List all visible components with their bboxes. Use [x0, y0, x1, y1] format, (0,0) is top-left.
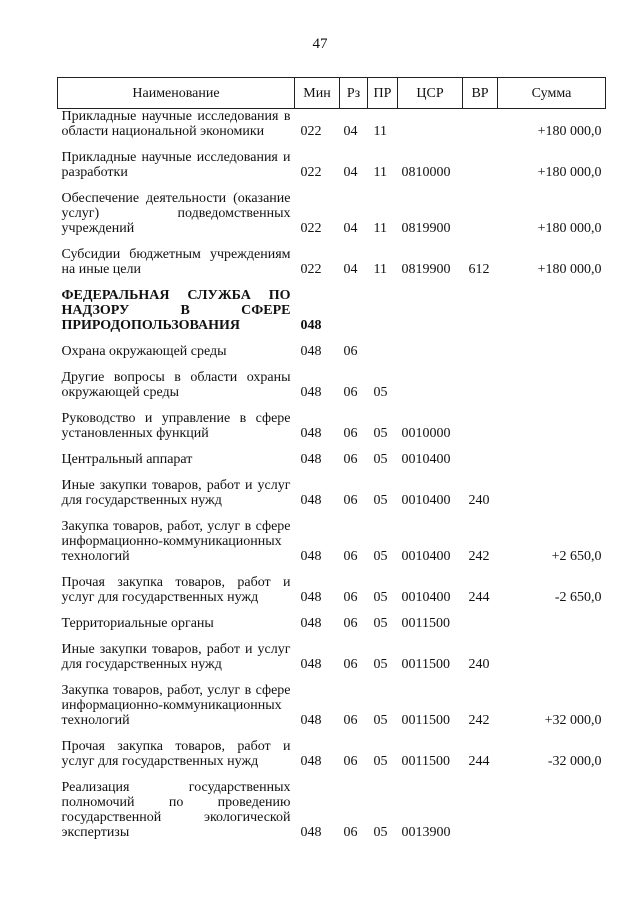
- cell-pr: 05: [373, 549, 388, 564]
- cell-csr: 0013900: [401, 825, 451, 840]
- cell-name: Прикладные научные исследования в области национальной экономики: [61, 109, 291, 139]
- cell-pr: 05: [373, 616, 388, 631]
- cell-name: Охрана окружающей среды: [61, 344, 227, 359]
- cell-pr: 05: [373, 713, 388, 728]
- cell-pr: 11: [373, 221, 387, 236]
- cell-min: 048: [300, 754, 322, 769]
- cell-sum: [498, 411, 606, 444]
- row-spacer: [58, 731, 606, 739]
- cell-csr: [398, 109, 463, 143]
- cell-rz: 04: [343, 262, 358, 277]
- cell-name: Закупка товаров, работ, услуг в сфере информационно-коммуникационных технологий: [61, 683, 291, 728]
- cell-sum: +32 000,0: [544, 713, 602, 728]
- cell-pr: [368, 344, 398, 362]
- cell-min: 022: [300, 262, 322, 277]
- cell-sum: [498, 452, 606, 470]
- cell-sum: [498, 478, 606, 511]
- table-row: [58, 616, 606, 634]
- cell-min: 022: [300, 221, 322, 236]
- cell-vr: 240: [468, 493, 490, 508]
- cell-name: Субсидии бюджетным учреждениям на иные цели: [61, 247, 291, 277]
- cell-min: 022: [300, 165, 322, 180]
- row-spacer: [58, 362, 606, 370]
- cell-name: Другие вопросы в области охраны окружающей среды: [61, 370, 291, 400]
- table-row: [58, 478, 606, 511]
- cell-vr: 612: [468, 262, 490, 277]
- row-spacer-cell: [58, 608, 606, 616]
- cell-vr: [463, 780, 498, 843]
- cell-vr: 244: [468, 754, 490, 769]
- header-pr: ПР: [368, 78, 398, 109]
- cell-vr: [463, 411, 498, 444]
- cell-pr: 05: [373, 825, 388, 840]
- row-spacer: [58, 772, 606, 780]
- row-spacer: [58, 675, 606, 683]
- cell-sum: [498, 780, 606, 843]
- cell-rz: 04: [343, 221, 358, 236]
- row-spacer-cell: [58, 634, 606, 642]
- table-row: [58, 780, 606, 843]
- cell-pr: 11: [373, 165, 387, 180]
- cell-csr: 0010000: [401, 426, 451, 441]
- cell-vr: [463, 452, 498, 470]
- row-spacer-cell: [58, 403, 606, 411]
- cell-min: 048: [300, 590, 322, 605]
- cell-sum: [498, 642, 606, 675]
- row-spacer-cell: [58, 142, 606, 150]
- cell-sum: +180 000,0: [537, 262, 602, 277]
- cell-vr: [463, 344, 498, 362]
- cell-name: ФЕДЕРАЛЬНАЯ СЛУЖБА ПО НАДЗОРУ В СФЕРЕ ПРИРОДОПОЛЬЗОВАНИЯ: [61, 288, 291, 333]
- cell-sum: [498, 288, 606, 336]
- cell-pr: 11: [373, 124, 387, 139]
- cell-min: 048: [300, 657, 322, 672]
- cell-csr: [398, 344, 463, 362]
- cell-min: 048: [300, 616, 322, 631]
- row-spacer: [58, 567, 606, 575]
- table-row: [58, 642, 606, 675]
- cell-vr: 244: [468, 590, 490, 605]
- cell-csr: 0819900: [401, 262, 451, 277]
- cell-rz: 06: [343, 590, 358, 605]
- cell-pr: 05: [373, 452, 388, 467]
- cell-pr: 05: [373, 385, 388, 400]
- cell-csr: 0010400: [401, 590, 451, 605]
- cell-min: 048: [300, 344, 322, 359]
- table-row: [58, 739, 606, 772]
- table-row: [58, 150, 606, 183]
- cell-vr: [463, 288, 498, 336]
- table-row: [58, 370, 606, 403]
- row-spacer: [58, 239, 606, 247]
- cell-csr: 0011500: [401, 657, 450, 672]
- cell-rz: 06: [343, 657, 358, 672]
- cell-vr: 242: [468, 713, 490, 728]
- cell-rz: [340, 288, 368, 336]
- table-row: [58, 575, 606, 608]
- cell-sum: +180 000,0: [537, 165, 602, 180]
- header-csr: ЦСР: [398, 78, 463, 109]
- row-spacer-cell: [58, 444, 606, 452]
- cell-csr: 0010400: [401, 549, 451, 564]
- row-spacer-cell: [58, 239, 606, 247]
- cell-min: 048: [300, 493, 322, 508]
- cell-csr: 0819900: [401, 221, 451, 236]
- cell-pr: 05: [373, 426, 388, 441]
- cell-vr: [463, 109, 498, 143]
- table-row: [58, 191, 606, 239]
- cell-rz: 04: [343, 165, 358, 180]
- table-row: [58, 683, 606, 731]
- cell-min: 048: [300, 713, 322, 728]
- table-row: [58, 519, 606, 567]
- cell-rz: 06: [343, 426, 358, 441]
- cell-rz: 06: [343, 493, 358, 508]
- table-row: [58, 288, 606, 336]
- row-spacer-cell: [58, 675, 606, 683]
- cell-vr: 240: [468, 657, 490, 672]
- cell-pr: 05: [373, 754, 388, 769]
- table-body: [58, 109, 606, 844]
- row-spacer: [58, 403, 606, 411]
- header-min: Мин: [295, 78, 340, 109]
- row-spacer: [58, 336, 606, 344]
- cell-sum: +180 000,0: [537, 124, 602, 139]
- cell-pr: 05: [373, 590, 388, 605]
- cell-vr: [463, 370, 498, 403]
- cell-csr: [398, 370, 463, 403]
- row-spacer-cell: [58, 280, 606, 288]
- cell-rz: 06: [343, 713, 358, 728]
- budget-table: [57, 77, 606, 843]
- cell-min: 022: [300, 124, 322, 139]
- cell-name: Территориальные органы: [61, 616, 214, 631]
- cell-rz: 06: [343, 825, 358, 840]
- row-spacer: [58, 280, 606, 288]
- table-row: [58, 247, 606, 280]
- cell-csr: 0011500: [401, 754, 450, 769]
- cell-name: Иные закупки товаров, работ и услуг для государственных нужд: [61, 642, 291, 672]
- row-spacer: [58, 511, 606, 519]
- cell-min: 048: [300, 426, 322, 441]
- cell-name: Прочая закупка товаров, работ и услуг для государственных нужд: [61, 739, 291, 769]
- cell-pr: [368, 288, 398, 336]
- cell-name: Прочая закупка товаров, работ и услуг для государственных нужд: [61, 575, 291, 605]
- cell-rz: 04: [343, 124, 358, 139]
- cell-csr: 0011500: [401, 616, 450, 631]
- cell-pr: 05: [373, 657, 388, 672]
- page-number: 47: [312, 36, 328, 52]
- cell-min: 048: [300, 549, 322, 564]
- row-spacer-cell: [58, 731, 606, 739]
- row-spacer: [58, 608, 606, 616]
- cell-name: Центральный аппарат: [61, 452, 193, 467]
- cell-sum: [498, 344, 606, 362]
- row-spacer: [58, 444, 606, 452]
- cell-rz: 06: [343, 344, 358, 359]
- row-spacer-cell: [58, 362, 606, 370]
- row-spacer: [58, 183, 606, 191]
- cell-rz: 06: [343, 452, 358, 467]
- table-row: [58, 109, 606, 143]
- cell-min: 048: [300, 452, 322, 467]
- cell-vr: [463, 616, 498, 634]
- cell-name: Реализация государственных полномочий по проведению государственной экологической экспертизы: [61, 780, 291, 840]
- row-spacer-cell: [58, 470, 606, 478]
- cell-min: 048: [300, 385, 322, 400]
- cell-csr: 0011500: [401, 713, 450, 728]
- cell-pr: 11: [373, 262, 387, 277]
- table-row: [58, 344, 606, 362]
- cell-name: Иные закупки товаров, работ и услуг для государственных нужд: [61, 478, 291, 508]
- cell-name: Закупка товаров, работ, услуг в сфере информационно-коммуникационных технологий: [61, 519, 291, 564]
- cell-name: Прикладные научные исследования и разработки: [61, 150, 291, 180]
- row-spacer-cell: [58, 511, 606, 519]
- row-spacer-cell: [58, 183, 606, 191]
- cell-csr: 0810000: [401, 165, 451, 180]
- table-row: [58, 452, 606, 470]
- cell-rz: 06: [343, 549, 358, 564]
- row-spacer-cell: [58, 772, 606, 780]
- row-spacer: [58, 142, 606, 150]
- cell-sum: [498, 616, 606, 634]
- header-rz: Рз: [340, 78, 368, 109]
- cell-vr: 242: [468, 549, 490, 564]
- cell-sum: +2 650,0: [551, 549, 602, 564]
- cell-csr: [398, 288, 463, 336]
- header-name: Наименование: [58, 78, 295, 109]
- cell-rz: 06: [343, 385, 358, 400]
- cell-sum: -2 650,0: [554, 590, 602, 605]
- cell-min: 048: [300, 825, 322, 840]
- cell-vr: [463, 191, 498, 239]
- table-row: [58, 411, 606, 444]
- cell-rz: 06: [343, 754, 358, 769]
- cell-min: 048: [300, 318, 322, 333]
- cell-csr: 0010400: [401, 452, 451, 467]
- cell-name: Руководство и управление в сфере установленных функций: [61, 411, 291, 441]
- row-spacer-cell: [58, 336, 606, 344]
- row-spacer-cell: [58, 567, 606, 575]
- cell-sum: [498, 370, 606, 403]
- cell-rz: 06: [343, 616, 358, 631]
- cell-name: Обеспечение деятельности (оказание услуг) подведомственных учреждений: [61, 191, 291, 236]
- cell-csr: 0010400: [401, 493, 451, 508]
- cell-vr: [463, 150, 498, 183]
- row-spacer: [58, 470, 606, 478]
- header-vr: ВР: [463, 78, 498, 109]
- row-spacer: [58, 634, 606, 642]
- header-sum: Сумма: [498, 78, 606, 109]
- table-header-row: [58, 78, 606, 109]
- cell-pr: 05: [373, 493, 388, 508]
- cell-sum: -32 000,0: [547, 754, 602, 769]
- cell-sum: +180 000,0: [537, 221, 602, 236]
